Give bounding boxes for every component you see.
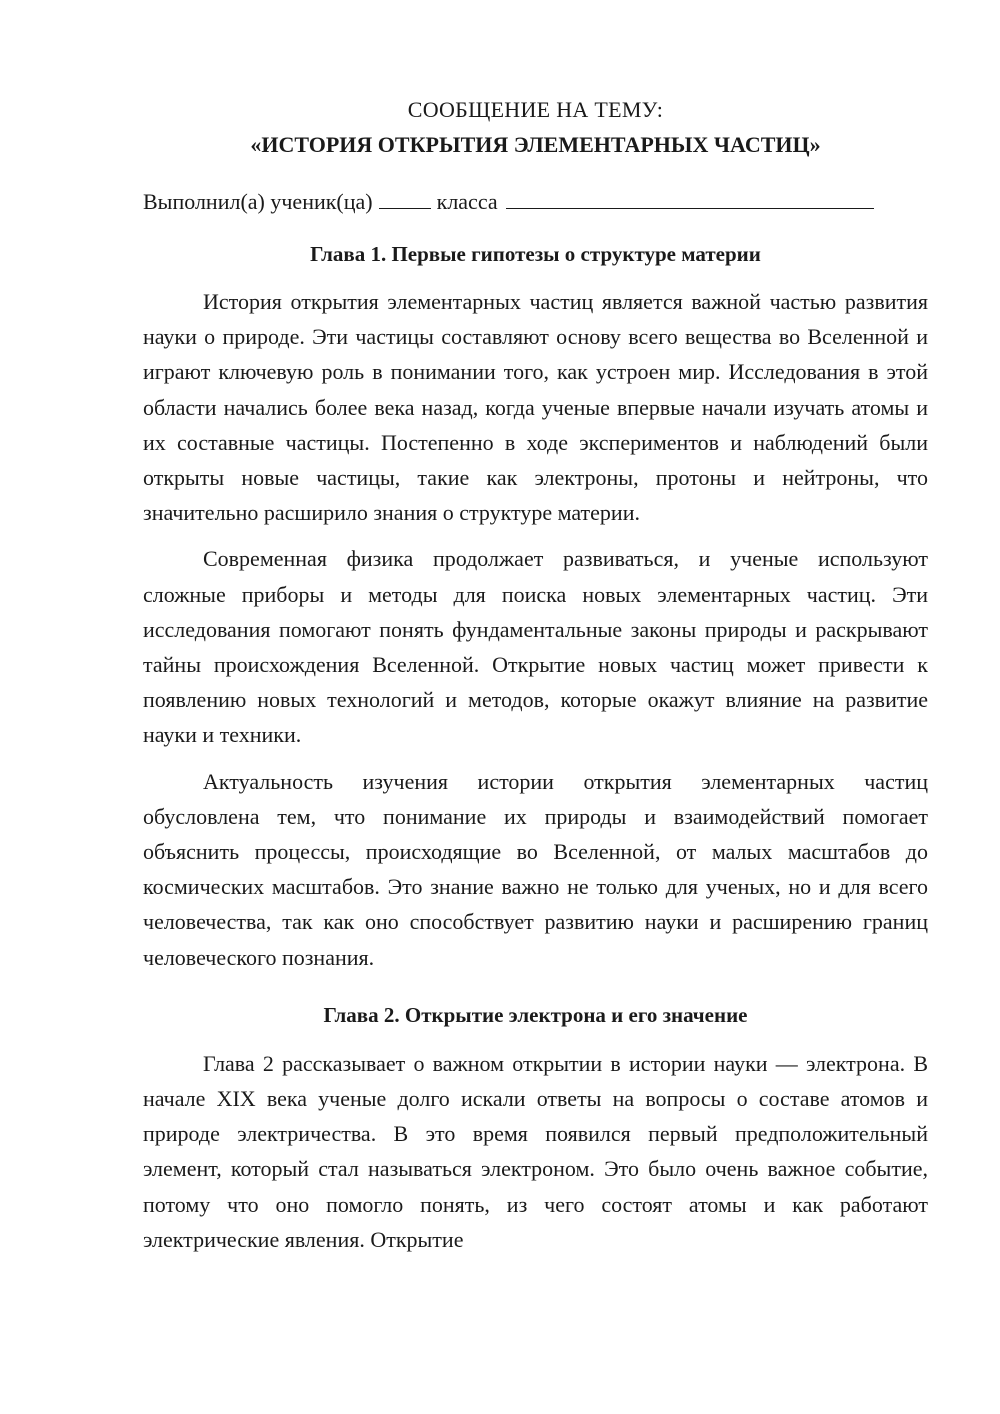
chapter2-heading: Глава 2. Открытие электрона и его значение xyxy=(323,1002,748,1027)
grade-blank xyxy=(379,188,431,209)
author-class-label: класса xyxy=(436,189,498,214)
chapter2-paragraph-1: Глава 2 рассказывает о важном открытии в истории науки — электрона. В начале XIX века ученые долго искали ответы на вопросы о составе атомов и природе электричества. В это время появился первый предположительный элемент, который стал называться электроном. Это было очень важное событие, потому что оно помогло понять, из чего состоят атомы и как работают электрические явления. Открытие xyxy=(143,1050,928,1252)
document-page xyxy=(143,92,928,1257)
document-title-topic: «ИСТОРИЯ ОТКРЫТИЯ ЭЛЕМЕНТАРНЫХ ЧАСТИЦ» xyxy=(250,132,821,157)
chapter1-paragraph-3: Актуальность изучения истории открытия элементарных частиц обусловлена тем, что понимание их природы и взаимодействий помогает объяснить процессы, происходящие во Вселенной, от малых масштабов до космических масштабов. Это знание важно не только для ученых, но и для всего человечества, так как оно способствует развитию науки и расширению границ человеческого познания. xyxy=(143,768,928,970)
author-prefix: Выполнил(а) ученик(ца) xyxy=(143,189,373,214)
document-title-line1: СООБЩЕНИЕ НА ТЕМУ: xyxy=(407,97,664,122)
chapter1-paragraph-1: История открытия элементарных частиц является важной частью развития науки о природе. Эти частицы составляют основу всего вещества во Вселенной и играют ключевую роль в понимании того, как устроен мир. Исследования в этой области начались более века назад, когда ученые впервые начали изучать атомы и их составные частицы. Постепенно в ходе экспериментов и наблюдений были открыты новые частицы, такие как электроны, протоны и нейтроны, что значительно расширило знания о структуре материи. xyxy=(143,289,928,526)
name-blank xyxy=(506,188,874,209)
chapter1-paragraph-2: Современная физика продолжает развиваться, и ученые используют сложные приборы и методы для поиска новых элементарных частиц. Эти исследования помогают понять фундаментальные законы природы и раскрывают тайны происхождения Вселенной. Открытие новых частиц может привести к появлению новых технологий и методов, которые окажут влияние на развитие науки и техники. xyxy=(143,546,928,748)
author-line xyxy=(143,184,928,219)
chapter1-heading: Глава 1. Первые гипотезы о структуре материи xyxy=(310,242,761,266)
